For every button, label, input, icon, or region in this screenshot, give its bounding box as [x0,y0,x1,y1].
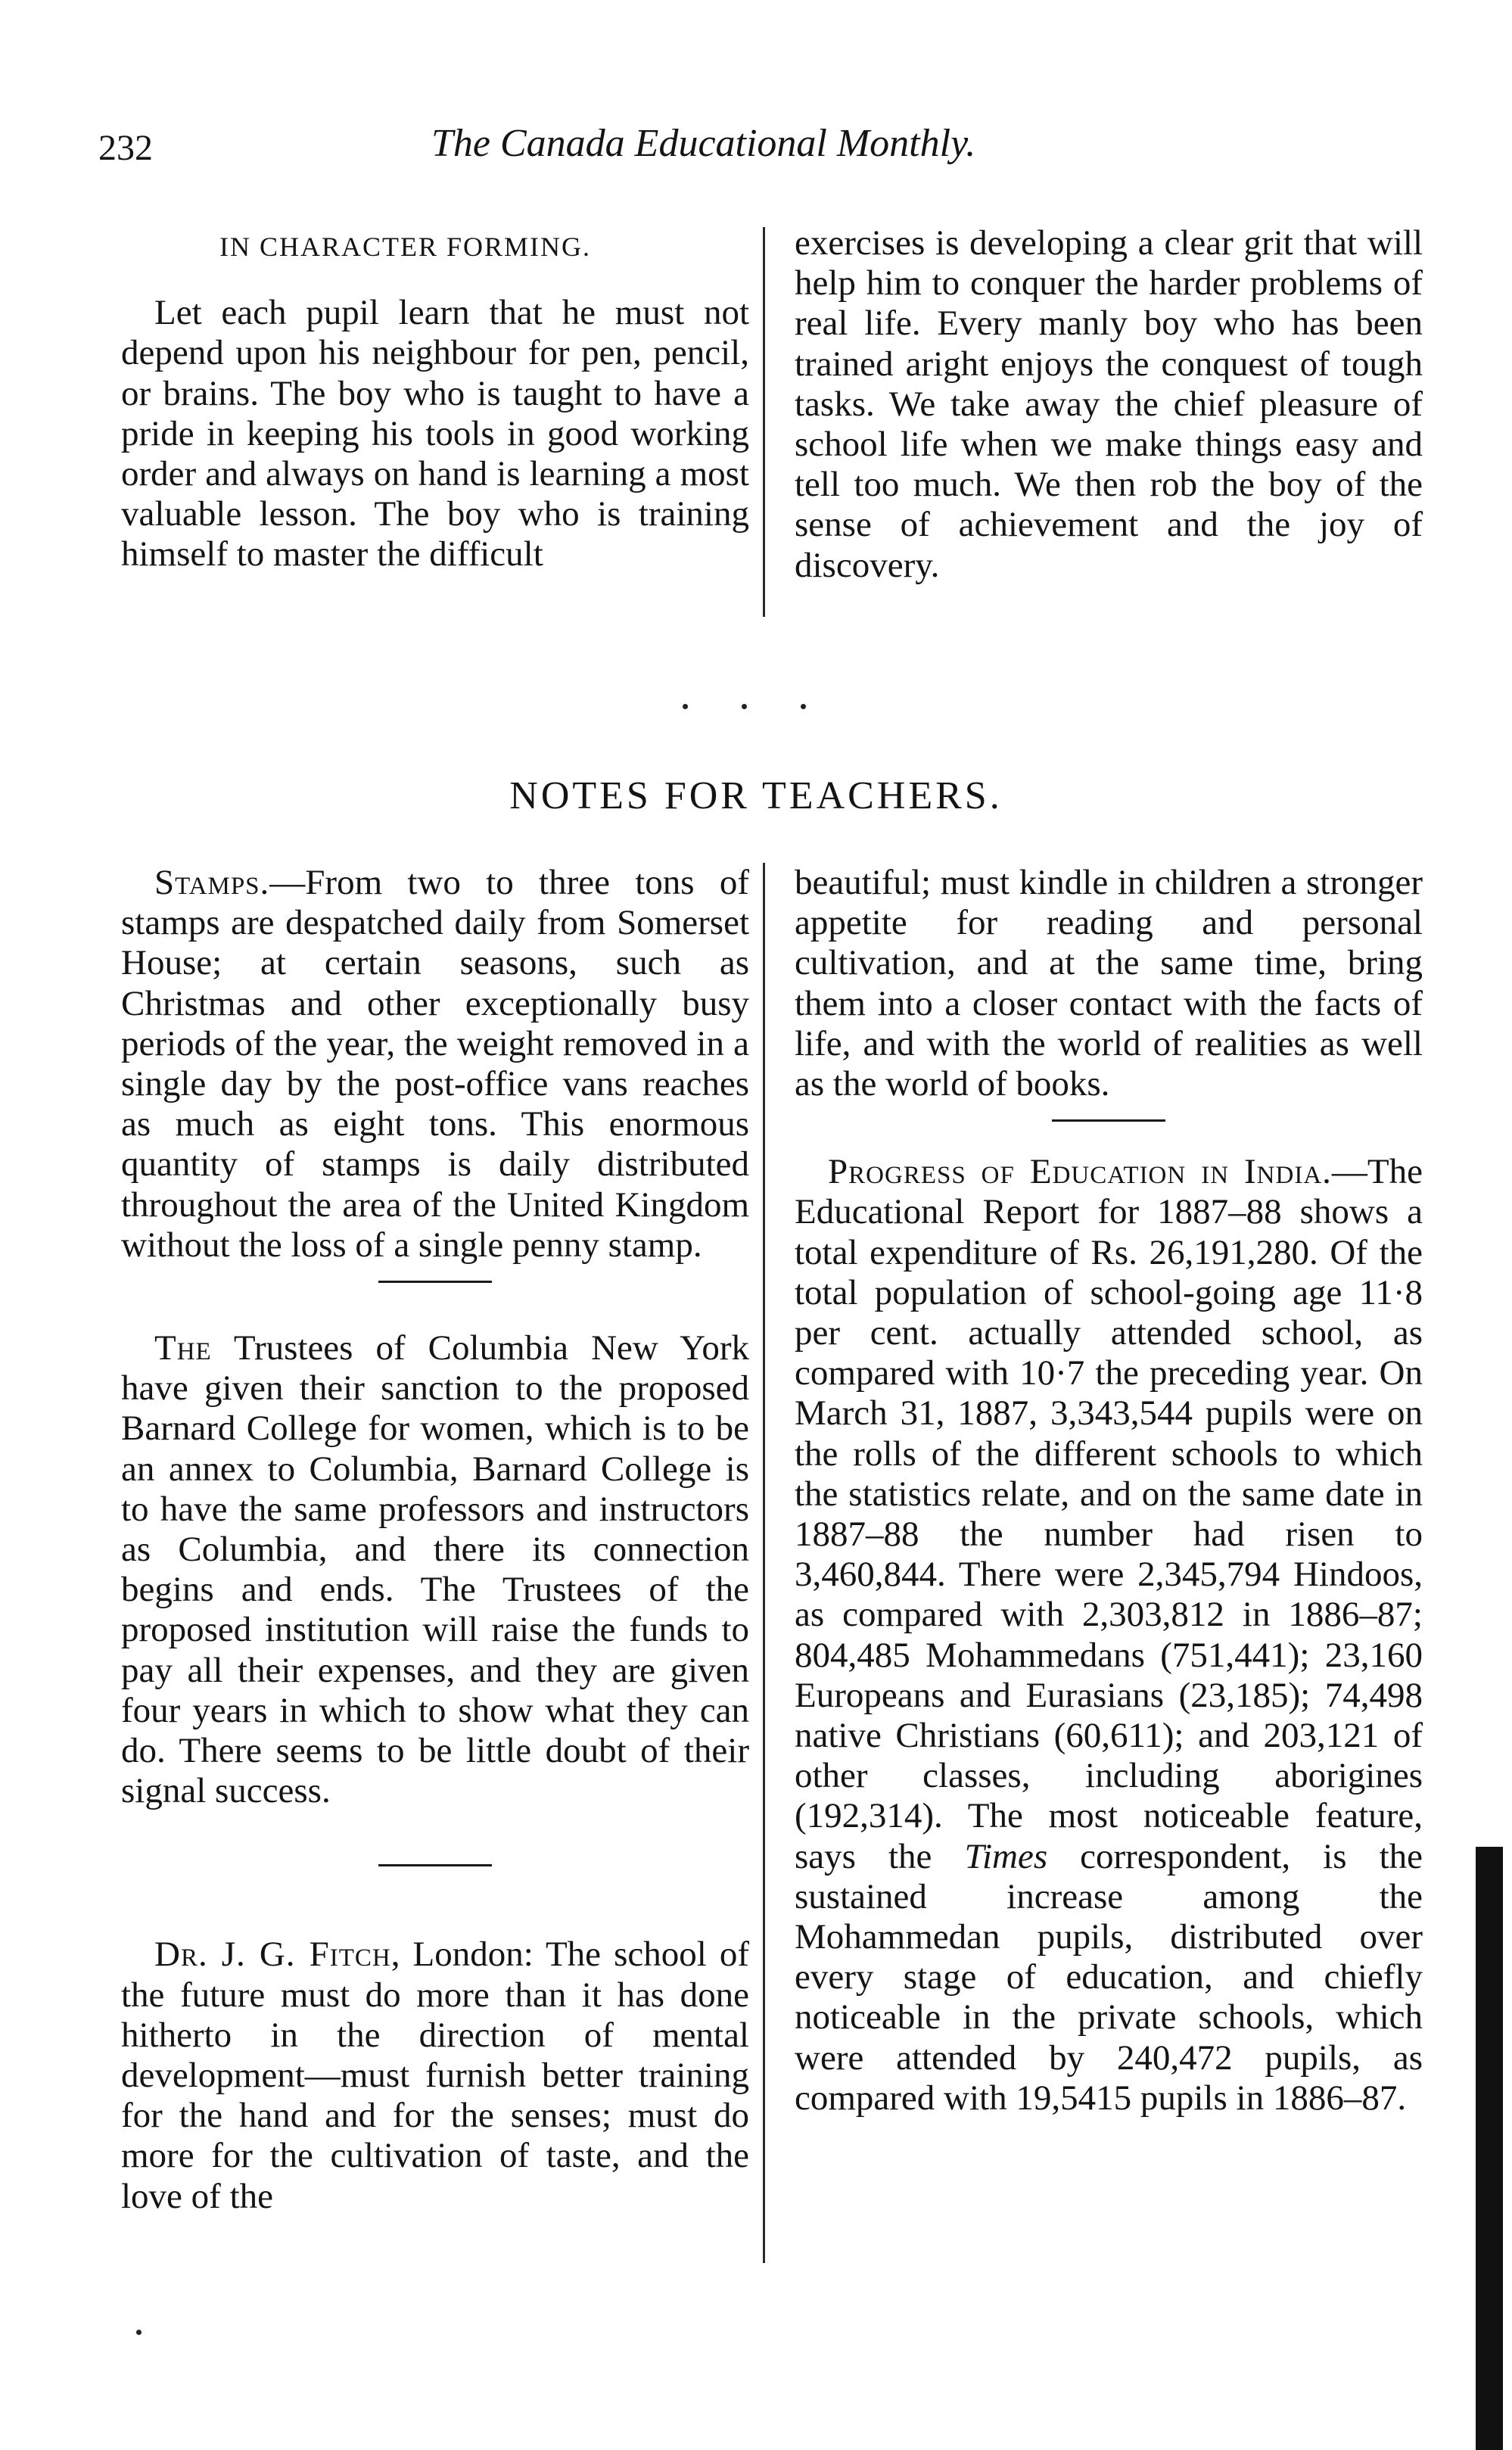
trustees-note [121,1328,749,1811]
ornament-dot [742,704,747,709]
top-left-column [121,227,749,575]
separator-rule [378,1864,492,1866]
note-text: —The Educational Report for 1887–88 shows a total expenditure of Rs. 26,191,280. Of the total population of school-going age 11·8 per cent. actually attended school, as compared with 10·7 the preceding year. On March 31, 1887, 3,343,544 pupils were on the rolls of the different schools to which the statistics relate, and on the same date in 1887–88 the number had risen to 3,460,844. There were 2,345,794 Hindoos, as compared with 2,303,812 in 1886–87; 804,485 Mohammedans (751,441); 23,160 Europeans and Eurasians (23,185); 74,498 native Christians (60,611); and 203,121 of other classes, including aborigines (192,314). The most noticeable feature, says the [795,1152,1423,1876]
notes-left-column [121,863,749,2217]
column-divider [763,863,765,2263]
fitch-continuation: beautiful; must kindle in children a stronger appetite for reading and personal cultivation, and at the same time, bring them into a closer contact with the facts of life, and with the world of realities as well as the world of books. [795,863,1423,1104]
column-divider [763,227,765,617]
paragraph: Let each pupil learn that he must not depend upon his neighbour for pen, pencil, or brains. The boy who is taught to have a pride in keeping his tools in good working order and always on hand is learning a most valuable lesson. The boy who is training himself to master the difficult [121,293,749,574]
section-heading: IN CHARACTER FORMING. [219,232,592,262]
note-text: , London: The school of the future must do more than it has done hitherto in the direction of mental development—must furnish better training for the hand and for the senses; must do more for the cultivation of taste, and the love of the [121,1935,749,2216]
note-text: correspondent, is the sustained increase among the Mohammedan pupils, distributed over every stage of education, and chiefly noticeable in the private schools, which were attended by 240,472 pupils, as compared with 19,5415 pupils in 1886–87. [795,1836,1423,2118]
paragraph: exercises is developing a clear grit that will help him to conquer the harder problems of real life. Every manly boy who has been trained aright enjoys the conquest of tough tasks. We take away the chief pleasure of school life when we make things easy and tell too much. We then rob the boy of the sense of achievement and the joy of discovery. [795,223,1423,585]
note-lead: Dr. J. G. Fitch [154,1935,391,1975]
scan-edge-shadow [1476,1847,1503,2450]
newspaper-name: Times [964,1836,1048,1876]
india-note [795,1152,1423,2118]
note-lead: The [154,1328,212,1368]
page-number: 232 [98,128,153,168]
ornament-dot [801,704,806,709]
ornament-dot [683,704,688,709]
notes-right-column [795,863,1423,2118]
note-text: Trustees of Columbia New York have given their sanction to the proposed Barnard College for women, which is to be an annex to Columbia, Barnard College is to have the same professors and instructors as Columbia, and there its connection begins and ends. The Trustees of the proposed institution will raise the funds to pay all their expenses, and they are given four years in which to show what they can do. There seems to be little doubt of their signal success. [121,1328,749,1811]
section-title: NOTES FOR TEACHERS. [509,774,1003,817]
separator-rule [1052,1119,1165,1122]
note-text: —From two to three tons of stamps are despatched daily from Somerset House; at certain seasons, such as Christmas and other exceptionally busy periods of the year, the weight removed in a single day by the post-office vans reaches as much as eight tons. This enormous quantity of stamps is daily distributed throughout the area of the United Kingdom without the loss of a single penny stamp. [121,863,749,1265]
note-lead: Progress of Education in India. [828,1152,1332,1192]
top-right-column [795,223,1423,586]
print-speck [136,2330,142,2335]
running-title: The Canada Educational Monthly. [431,122,976,165]
stamps-note [121,863,749,1265]
note-lead: Stamps. [154,863,270,902]
separator-rule [378,1281,492,1283]
fitch-note [121,1935,749,2216]
